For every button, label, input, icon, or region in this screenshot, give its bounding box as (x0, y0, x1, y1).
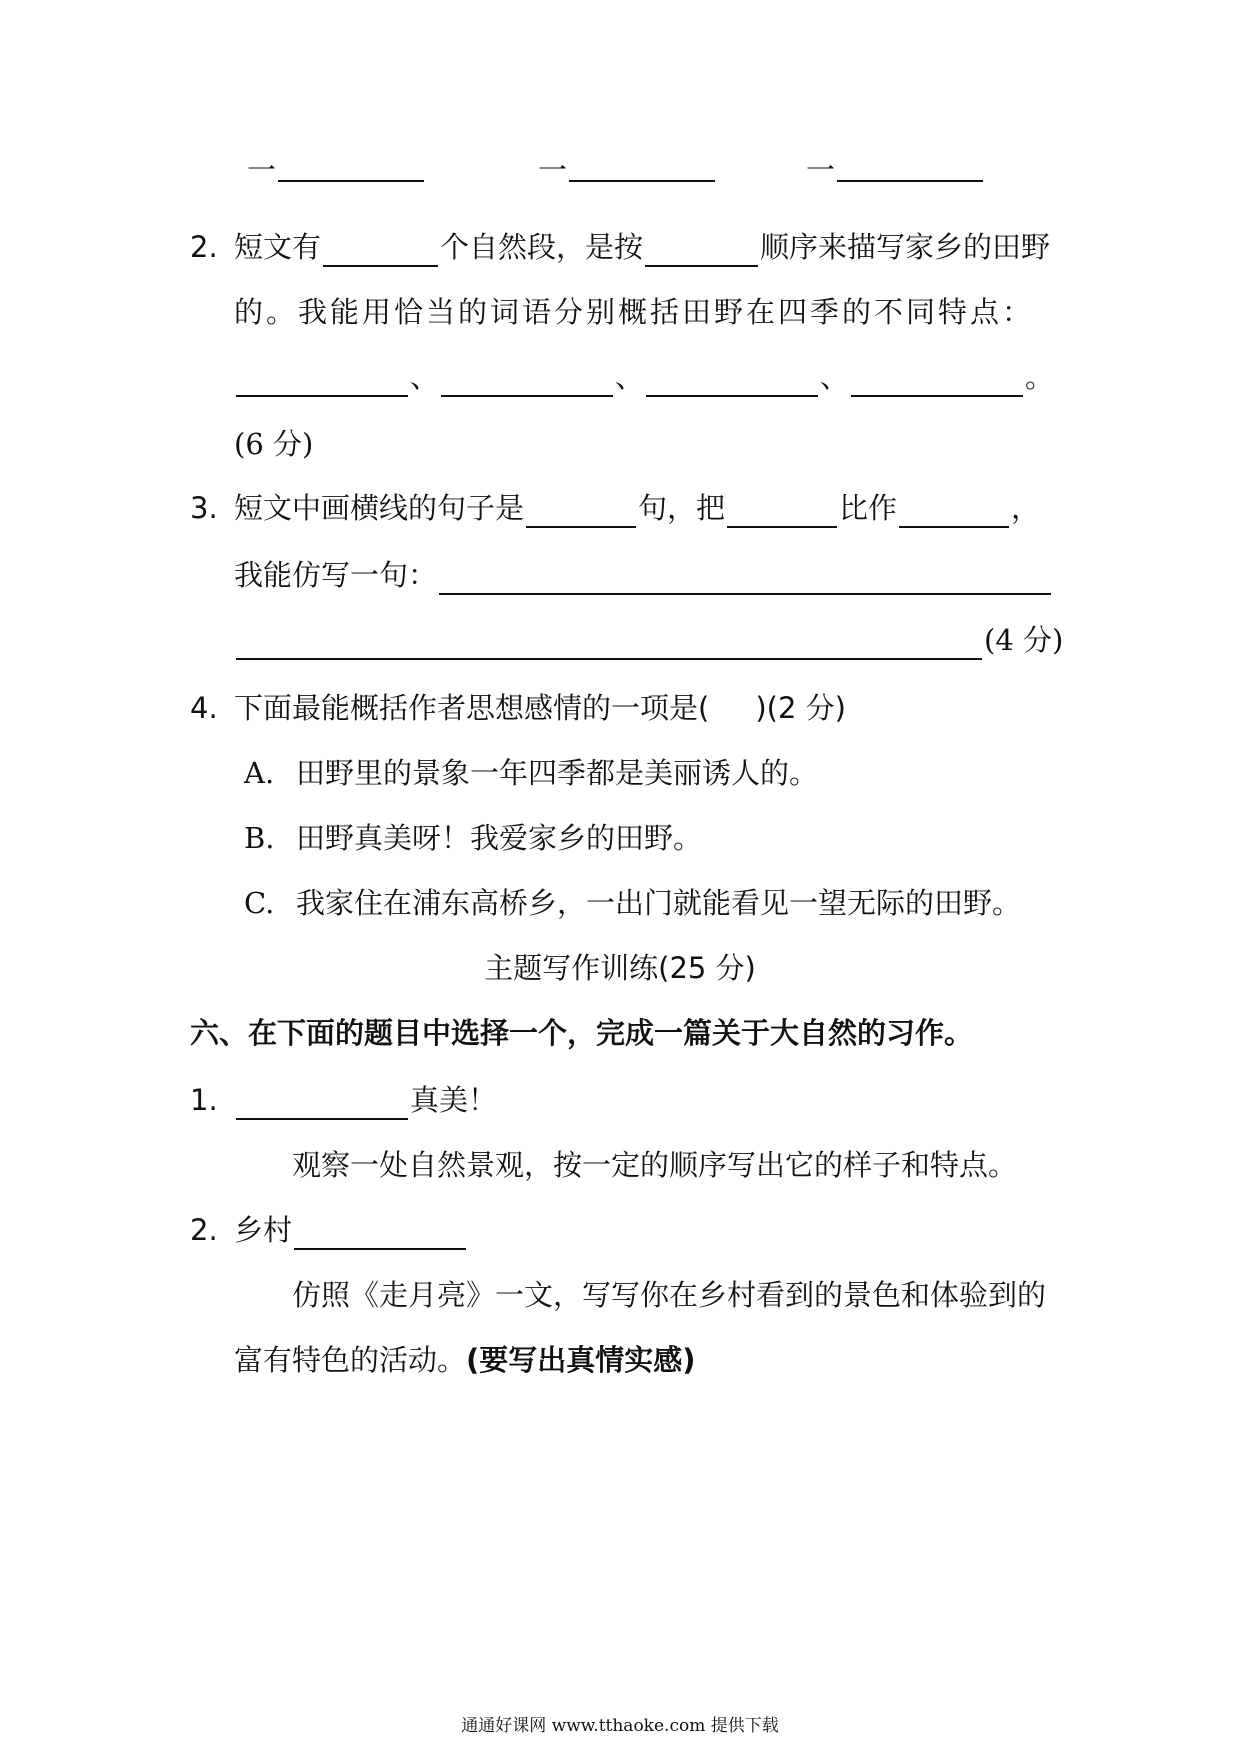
blank-2 (569, 150, 715, 182)
q2-blank-order (645, 235, 758, 267)
question-3-line-1 (190, 488, 1040, 528)
item-number: 2. (190, 1213, 218, 1247)
question-number: 4. (190, 691, 218, 725)
q6-item-2-desc-2 (234, 1340, 696, 1380)
blank-3 (837, 150, 983, 182)
dash-1: 一 (247, 153, 277, 187)
item-number: 1. (190, 1083, 218, 1117)
q6-item-2-blank (294, 1218, 466, 1250)
q2-text-2: 个自然段，是按 (440, 230, 644, 264)
option-letter: C. (244, 886, 275, 920)
question-4-stem (190, 688, 846, 728)
q3-text-3: 比作 (839, 491, 898, 525)
option-a (244, 753, 818, 793)
q6-item-2 (190, 1210, 468, 1250)
q2-blank-spring (236, 365, 408, 397)
q6-item-2-description-1: 仿照《走月亮》一文，写写你在乡村看到的景色和体验到的 (292, 1278, 1047, 1312)
q3-blank-object (899, 496, 1009, 528)
question-2-line-1 (190, 227, 1050, 267)
blank-1 (278, 150, 424, 182)
option-text: 田野真美呀！我爱家乡的田野。 (296, 821, 703, 855)
separator: 、 (410, 360, 440, 394)
q6-item-2-desc-1 (292, 1275, 1046, 1315)
q3-text-4: ， (1011, 491, 1041, 525)
period: 。 (1025, 360, 1055, 394)
option-text: 我家住在浦东高桥乡，一出门就能看见一望无际的田野。 (296, 886, 1022, 920)
q6-item-1-blank (236, 1088, 408, 1120)
footer (0, 1714, 1240, 1738)
q6-item-1-desc (292, 1145, 1017, 1185)
section-title-text: 主题写作训练(25 分) (484, 951, 756, 985)
section-title (0, 948, 1240, 988)
question-2-line-2 (234, 292, 1034, 332)
question-2-line-3 (234, 357, 1054, 397)
score: (4 分) (984, 623, 1064, 657)
option-b (244, 818, 702, 858)
footer-text: 通通好课网 www.tthaoke.com 提供下载 (461, 1716, 779, 1736)
q3-blank-type (526, 496, 636, 528)
q3-text-line-2: 我能仿写一句： (234, 558, 438, 592)
q6-item-2-requirement: (要写出真情实感) (466, 1343, 696, 1377)
question-3-line-3 (234, 620, 1063, 660)
question-3-line-2 (234, 555, 1053, 595)
q2-blank-winter (851, 365, 1023, 397)
option-letter: B. (244, 821, 275, 855)
dash-2: 一 (538, 153, 568, 187)
question-2-score (234, 424, 313, 464)
option-letter: A. (244, 756, 275, 790)
score: (6 分) (234, 427, 314, 461)
q2-text-line-2: 的。我能用恰当的词语分别概括田野在四季的不同特点： (234, 295, 1035, 329)
option-c (244, 883, 1021, 923)
option-text: 田野里的景象一年四季都是美丽诱人的。 (296, 756, 819, 790)
q6-heading-text: 六、在下面的题目中选择一个，完成一篇关于大自然的习作。 (190, 1016, 974, 1050)
q6-item-1 (190, 1080, 497, 1120)
question-number: 2. (190, 230, 218, 264)
q3-blank-imitate-2 (236, 628, 982, 660)
q6-item-1-title-end: 真美！ (410, 1083, 498, 1117)
q2-blank-autumn (646, 365, 818, 397)
q2-text-1: 短文有 (234, 230, 322, 264)
q2-text-3: 顺序来描写家乡的田野 (760, 230, 1051, 264)
separator: 、 (820, 360, 850, 394)
q3-text-1: 短文中画横线的句子是 (234, 491, 525, 525)
q6-item-2-title-start: 乡村 (234, 1213, 293, 1247)
question-6-heading (190, 1013, 973, 1053)
q2-blank-summer (441, 365, 613, 397)
q3-blank-subject (727, 496, 837, 528)
q4-stem: 下面最能概括作者思想感情的一项是( (234, 691, 710, 725)
q3-text-2: 句，把 (638, 491, 726, 525)
q2-blank-paragraphs (323, 235, 438, 267)
q6-item-1-description: 观察一处自然景观，按一定的顺序写出它的样子和特点。 (292, 1148, 1018, 1182)
separator: 、 (615, 360, 645, 394)
dash-3: 一 (806, 153, 836, 187)
q6-item-2-description-2: 富有特色的活动。 (234, 1343, 467, 1377)
question-number: 3. (190, 491, 218, 525)
q3-blank-imitate-1 (439, 563, 1051, 595)
q4-stem-end: )(2 分) (755, 691, 846, 725)
